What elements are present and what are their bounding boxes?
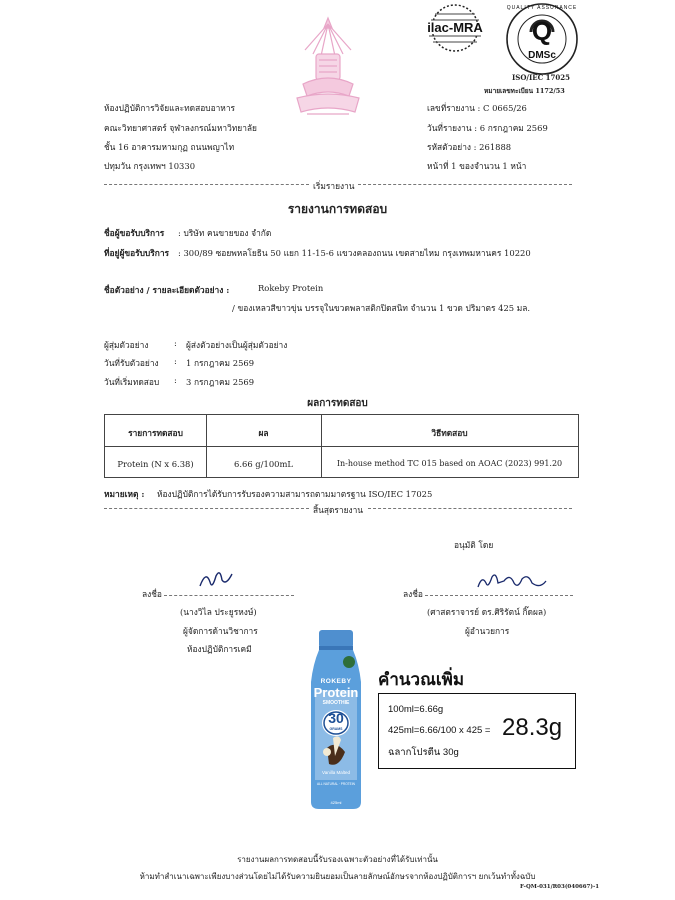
table-cell: 6.66 g/100mL <box>234 459 293 469</box>
approved-by-label: อนุมัติ โดย <box>454 540 494 550</box>
signer-left-name: (นางวิไล ประยูรหงษ์) <box>180 607 257 617</box>
results-table <box>104 414 579 478</box>
product-volume: 425ml <box>330 800 342 805</box>
signer-right-role: ผู้อำนวยการ <box>465 626 510 636</box>
lab-name-line2: คณะวิทยาศาสตร์ จุฬาลงกรณ์มหาวิทยาลัย <box>104 123 257 133</box>
page-title: รายงานการทดสอบ <box>287 202 388 216</box>
dmsc-q-letter: Q <box>531 16 553 46</box>
colon: : <box>174 356 177 366</box>
sample-name: Rokeby Protein <box>258 283 324 293</box>
column-header: รายการทดสอบ <box>128 428 183 438</box>
received-date: 1 กรกฎาคม 2569 <box>186 358 255 368</box>
report-start-label: เริ่มรายงาน <box>313 181 355 191</box>
calculation-box <box>378 693 576 769</box>
product-brand: ROKEBY <box>320 678 352 685</box>
calc-line2: 425ml=6.66/100 x 425 = <box>388 725 491 736</box>
note-text: ห้องปฏิบัติการได้รับการรับรองความสามารถตามมาตรฐาน ISO/IEC 17025 <box>157 489 433 499</box>
received-date-label: วันที่รับตัวอย่าง <box>104 358 159 368</box>
dmsc-ring-text: QUALITY ASSURANCE <box>506 5 578 11</box>
product-name: Protein <box>313 685 359 700</box>
calc-line1: 100ml=6.66g <box>388 704 444 715</box>
lab-address-line1: ชั้น 16 อาคารมหามกุฏ ถนนพญาไท <box>104 142 235 152</box>
client-address-label: ที่อยู่ผู้ขอรับบริการ <box>104 248 170 258</box>
product-bottle-image <box>305 630 367 810</box>
calculation-heading: คำนวณเพิ่ม <box>378 670 465 689</box>
footer-line2: ห้ามทำสำเนาเฉพาะเพียงบางส่วนโดยไม่ได้รับความยินยอมเป็นลายลักษณ์อักษรจากห้องปฏิบัติการฯ ยกเว้นทำทั้งฉบับ <box>139 872 536 881</box>
start-date: 3 กรกฎาคม 2569 <box>186 377 255 387</box>
sample-label: ชื่อตัวอย่าง / รายละเอียดตัวอย่าง : <box>104 285 230 295</box>
report-date: วันที่รายงาน : 6 กรกฎาคม 2569 <box>427 123 548 133</box>
colon: : <box>174 338 177 348</box>
dmsc-logo <box>505 2 579 76</box>
product-grams-label: GRAMS <box>329 727 343 731</box>
sampler-value: ผู้ส่งตัวอย่างเป็นผู้สุ่มตัวอย่าง <box>186 340 288 350</box>
page-info: หน้าที่ 1 ของจำนวน 1 หน้า <box>427 161 527 171</box>
client-address: : 300/89 ซอยพหลโยธิน 50 แยก 11-15-6 แขวงคลองถนน เขตสายไหม กรุงเทพมหานคร 10220 <box>178 248 531 258</box>
ilac-mra-logo <box>415 4 495 52</box>
table-cell: In-house method TC 015 based on AOAC (2023) 991.20 <box>336 459 563 468</box>
column-header: ผล <box>258 428 269 438</box>
report-number: เลขที่รายงาน : C 0665/26 <box>427 103 527 113</box>
sign-label-right: ลงชื่อ <box>403 589 423 599</box>
ilac-text: ilac-MRA <box>427 20 483 35</box>
product-claims: ALL NATURAL · PROTEIN <box>317 782 355 786</box>
note-label: หมายเหตุ : <box>104 489 145 499</box>
divider <box>358 184 572 185</box>
signer-left-dept: ห้องปฏิบัติการเคมี <box>187 644 252 654</box>
lab-name-line1: ห้องปฏิบัติการวิจัยและทดสอบอาหาร <box>104 103 236 113</box>
client-name-label: ชื่อผู้ขอรับบริการ <box>104 228 165 238</box>
signer-right-name: (ศาสตราจารย์ ดร.ศิริรัตน์ กิ๊ดผล) <box>427 607 547 617</box>
results-heading: ผลการทดสอบ <box>307 398 368 409</box>
iso-label: ISO/IEC 17025 <box>512 73 570 82</box>
product-grams: 30 <box>328 710 344 726</box>
signature-left <box>196 566 236 592</box>
calc-line3: ฉลากโปรตีน 30g <box>388 747 459 758</box>
calc-result: 28.3g <box>502 714 563 741</box>
colon: : <box>174 375 177 385</box>
sample-details: / ของเหลวสีขาวขุ่น บรรจุในขวดพลาสติกปิดสนิท จำนวน 1 ขวด ปริมาตร 425 มล. <box>232 303 531 313</box>
signature-line <box>164 595 294 596</box>
table-cell: Protein (N x 6.38) <box>117 459 194 469</box>
signer-left-role: ผู้จัดการด้านวิชาการ <box>183 626 258 636</box>
divider <box>368 508 572 509</box>
product-flavor: Vanilla Malted <box>322 770 350 775</box>
footer-line1: รายงานผลการทดสอบนี้รับรองเฉพาะตัวอย่างที่ได้รับเท่านั้น <box>237 855 438 864</box>
sign-label-left: ลงชื่อ <box>142 589 162 599</box>
start-date-label: วันที่เริ่มทดสอบ <box>104 377 160 387</box>
university-emblem <box>283 14 373 124</box>
divider <box>104 184 309 185</box>
sample-code: รหัสตัวอย่าง : 261888 <box>427 142 512 152</box>
sampler-label: ผู้สุ่มตัวอย่าง <box>104 340 149 350</box>
product-subtitle: SMOOTHIE <box>322 700 350 706</box>
divider <box>104 508 309 509</box>
client-name: : บริษัท คนขายของ จำกัด <box>178 228 272 238</box>
report-end-label: สิ้นสุดรายงาน <box>313 505 364 515</box>
signature-right <box>474 569 552 593</box>
registration-number: หมายเลขทะเบียน 1172/53 <box>484 87 565 95</box>
lab-address-line2: ปทุมวัน กรุงเทพฯ 10330 <box>104 161 196 171</box>
form-code: F-QM-031/R03(040667)-1 <box>520 884 600 890</box>
dmsc-text: DMSc <box>528 50 556 61</box>
signature-line <box>425 595 573 596</box>
column-header: วิธีทดสอบ <box>431 428 468 438</box>
